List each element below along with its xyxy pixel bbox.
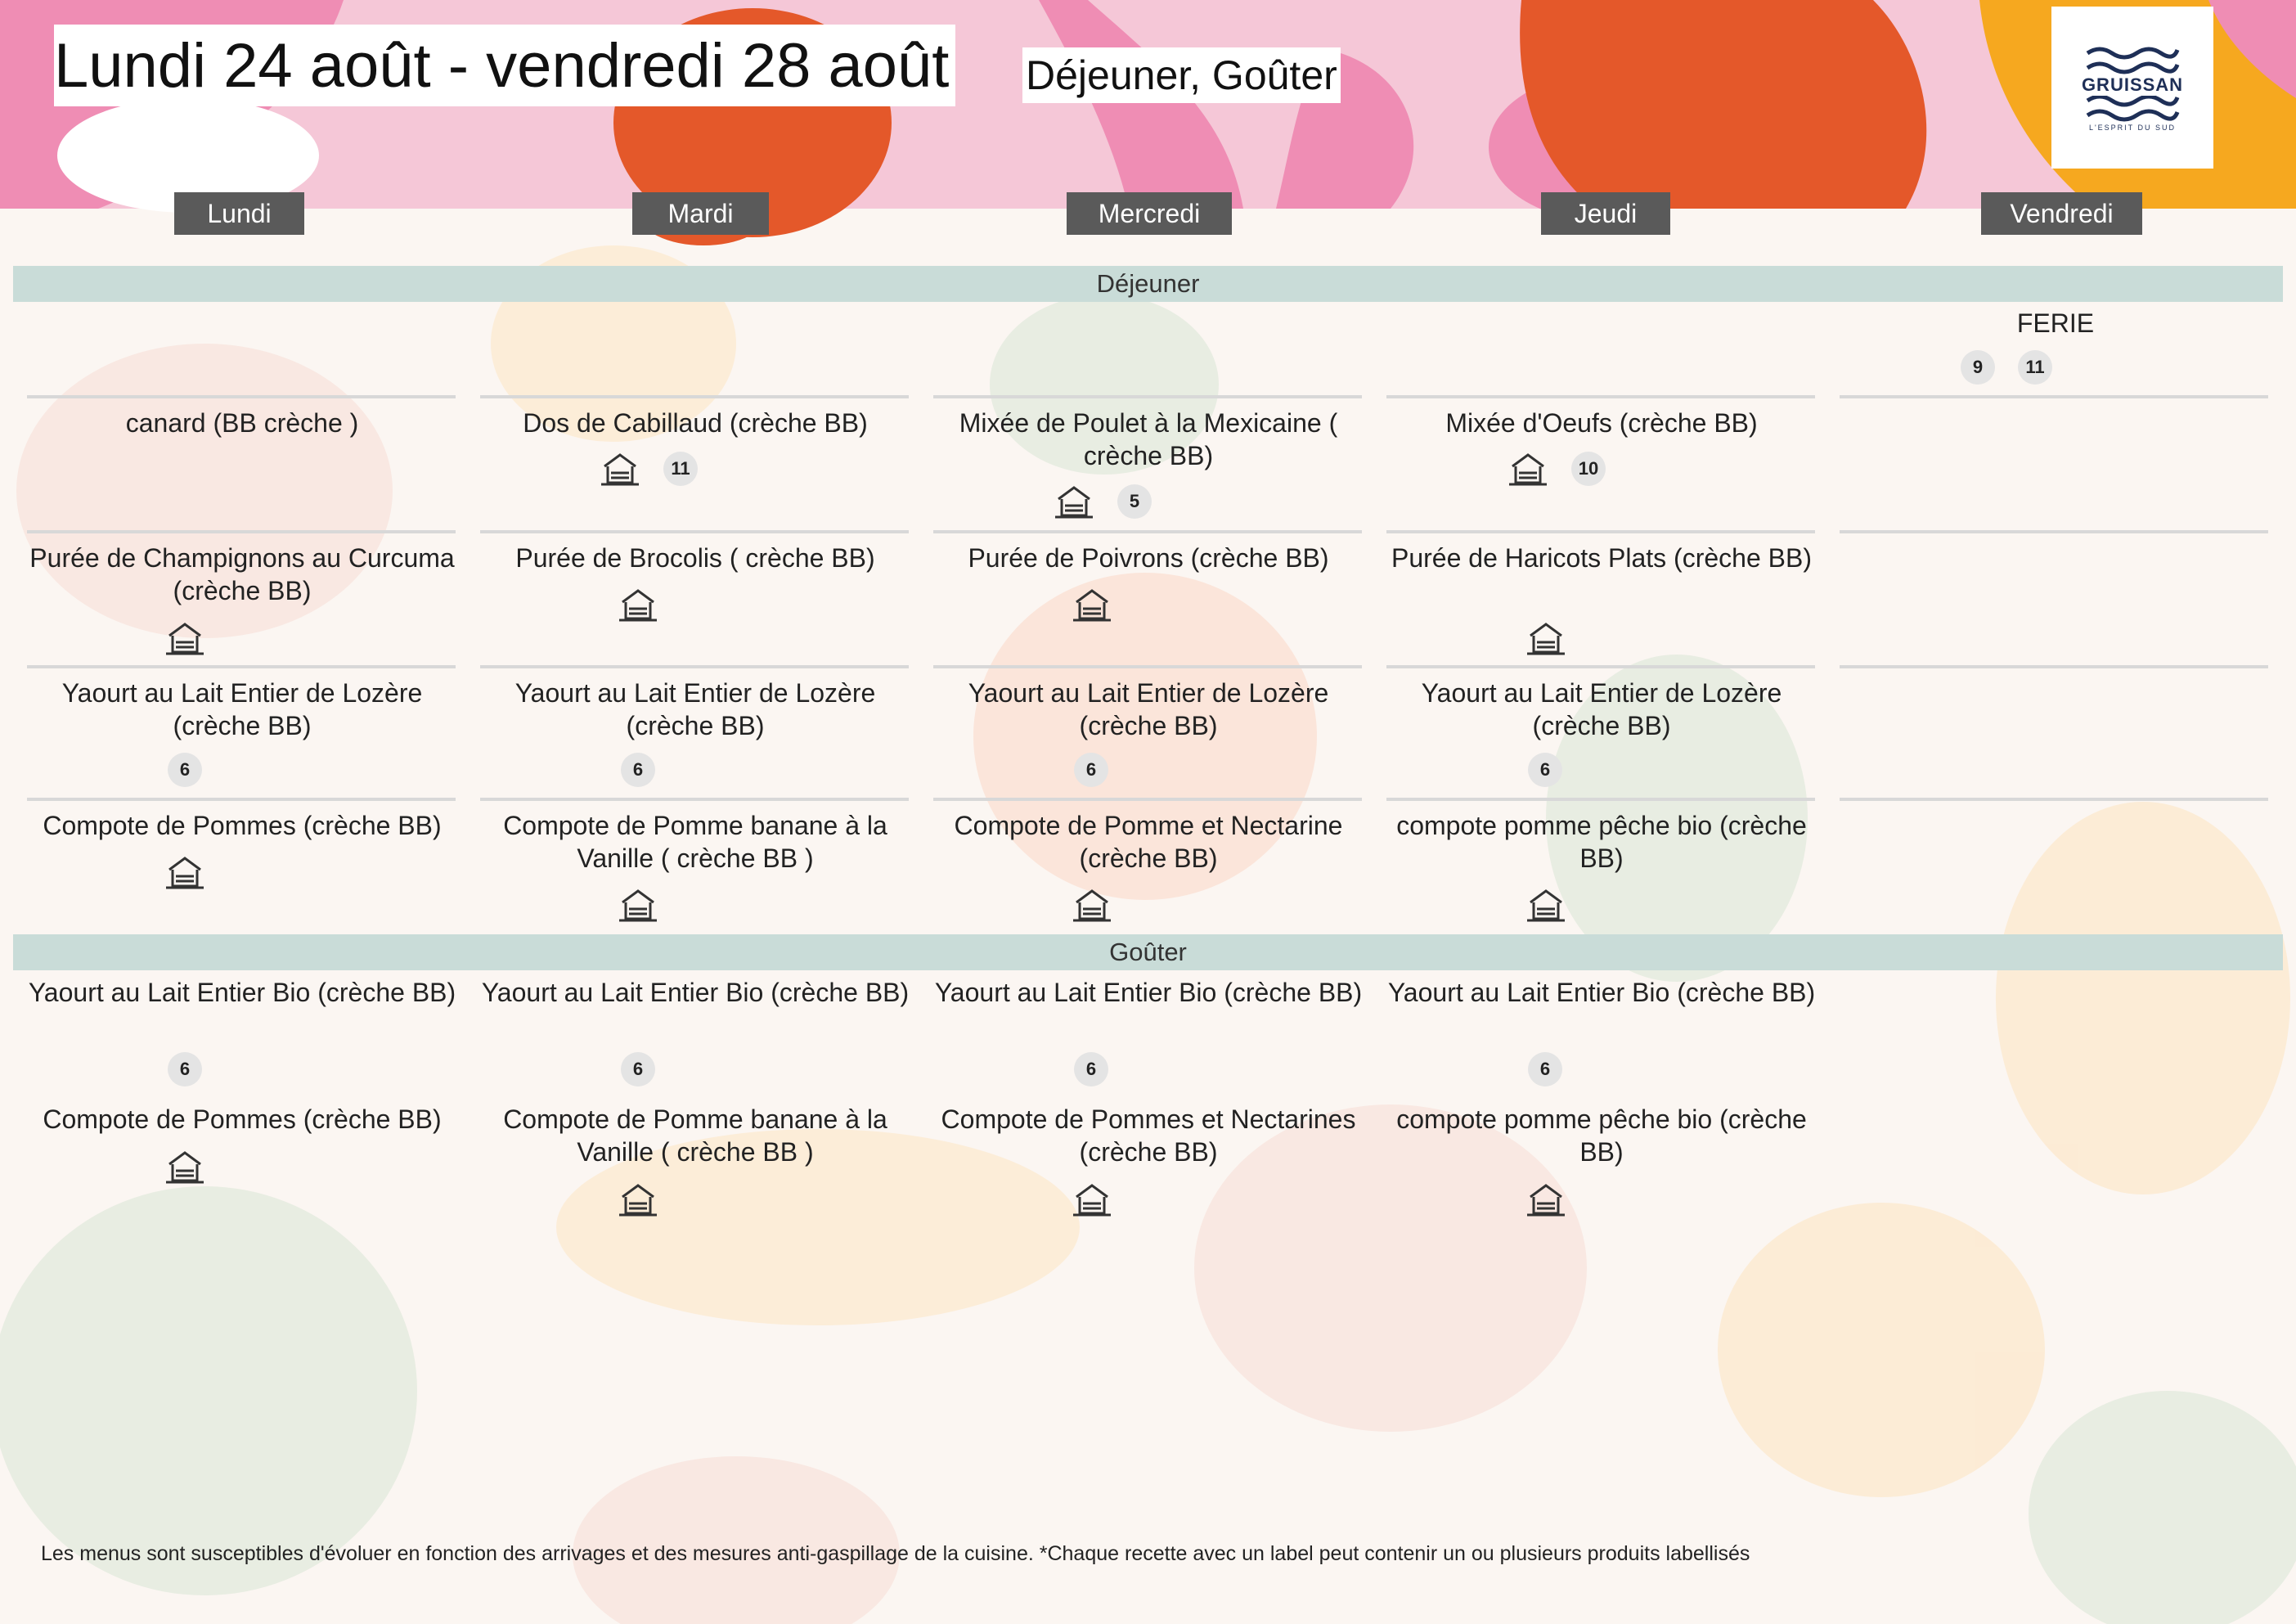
row-separator [933,665,1362,668]
row-separator [480,798,909,801]
allergen-badge: 6 [1528,753,1562,787]
row-separator [480,665,909,668]
house-label-icon [618,1181,658,1218]
section-band-gouter: Goûter [13,934,2283,970]
allergen-badge: 6 [168,1052,202,1086]
allergen-badge: 6 [168,753,202,787]
menu-item: Purée de Poivrons (crèche BB) [968,543,1329,573]
gruissan-logo [2051,7,2213,169]
menu-item-labels [1525,886,1566,924]
menu-item: Yaourt au Lait Entier Bio (crèche BB) [481,978,910,1007]
menu-item: Yaourt au Lait Entier Bio (crèche BB) [1387,978,1816,1007]
menu-item: Purée de Brocolis ( crèche BB) [515,543,875,573]
menu-item-labels [618,586,658,623]
house-label-icon [164,853,205,891]
house-label-icon [164,1148,205,1185]
logo-tagline: L'ESPRIT DU SUD [2088,124,2177,132]
row-separator [1386,798,1815,801]
day-header-mardi: Mardi [632,192,769,235]
house-label-icon [1525,1181,1566,1218]
menu-item: Yaourt au Lait Entier de Lozère (crèche BB) [968,678,1329,740]
menu-item: Yaourt au Lait Entier Bio (crèche BB) [934,978,1363,1007]
menu-item-labels [168,1052,202,1086]
allergen-badge: 11 [663,452,698,486]
menu-item-labels [621,753,655,787]
menu-item: Compote de Pomme banane à la Vanille ( crèche BB ) [503,811,887,873]
house-label-icon [1525,886,1566,924]
row-separator [1386,530,1815,533]
menu-item-labels [168,753,202,787]
menu-item: Compote de Pommes et Nectarines (crèche BB) [941,1104,1356,1167]
row-separator [1840,665,2268,668]
menu-item-labels [1074,753,1108,787]
row-separator [933,798,1362,801]
row-separator [27,665,456,668]
house-label-icon [1072,586,1112,623]
menu-item-labels [1528,1052,1562,1086]
menu-item: Compote de Pomme et Nectarine (crèche BB) [954,811,1343,873]
menu-item-labels [1528,753,1562,787]
section-band-dejeuner: Déjeuner [13,266,2283,302]
allergen-badge: 6 [621,753,655,787]
menu-item: Yaourt au Lait Entier de Lozère (crèche BB) [514,678,876,740]
menu-item: Mixée de Poulet à la Mexicaine ( crèche BB) [959,408,1338,470]
menu-item-labels [618,886,658,924]
row-separator [1386,665,1815,668]
house-label-icon [1507,450,1548,488]
day-header-vendredi: Vendredi [1981,192,2142,235]
house-label-icon [164,619,205,657]
row-separator [1840,530,2268,533]
menu-item-labels [1072,1181,1112,1218]
row-separator [933,530,1362,533]
menu-item-labels [621,1052,655,1086]
menu-item: Purée de Champignons au Curcuma (crèche BB) [29,543,455,605]
menu-item-labels [164,853,205,891]
row-separator [480,395,909,398]
menu-item-labels [164,1148,205,1185]
page-subtitle-box [1022,47,1341,103]
row-separator [933,395,1362,398]
house-label-icon [618,886,658,924]
allergen-badge: 5 [1117,484,1152,519]
page-subtitle: Déjeuner, Goûter [1026,52,1337,98]
house-label-icon [1054,483,1094,520]
menu-item: canard (BB crèche ) [125,408,359,438]
menu-item: Compote de Pommes (crèche BB) [43,1104,442,1134]
menu-item-labels [1525,1181,1566,1218]
row-separator [1840,395,2268,398]
day-header-lundi: Lundi [174,192,304,235]
menu-item-labels [1507,450,1606,488]
menu-item: Compote de Pomme banane à la Vanille ( crèche BB ) [503,1104,887,1167]
day-header-mercredi: Mercredi [1067,192,1232,235]
menu-item-labels [1072,586,1112,623]
row-separator [27,530,456,533]
menu-item-labels [600,450,698,488]
row-separator [1386,395,1815,398]
page-title: Lundi 24 août - vendredi 28 août [54,31,950,101]
house-label-icon [618,586,658,623]
house-label-icon [1525,619,1566,657]
footer-note: Les menus sont susceptibles d'évoluer en fonction des arrivages et des mesures anti-gaspillage de la cuisine. *Chaque recette avec un label peut contenir un ou plusieurs produits labellisés [41,1542,1750,1565]
menu-item: Dos de Cabillaud (crèche BB) [523,408,868,438]
allergen-badge: 6 [1528,1052,1562,1086]
row-separator [1840,798,2268,801]
menu-item-labels [1072,886,1112,924]
menu-item: compote pomme pêche bio (crèche BB) [1396,1104,1807,1167]
day-header-jeudi: Jeudi [1541,192,1670,235]
allergen-badge: 6 [1074,753,1108,787]
ferie-label: FERIE [2016,308,2095,338]
house-label-icon [1072,886,1112,924]
menu-item-labels [1525,619,1566,657]
menu-item-labels [1054,483,1152,520]
house-label-icon [1072,1181,1112,1218]
row-separator [480,530,909,533]
menu-item: Yaourt au Lait Entier Bio (crèche BB) [28,978,456,1007]
ferie-badges [1961,350,2052,385]
menu-item: Mixée d'Oeufs (crèche BB) [1445,408,1758,438]
menu-item: Yaourt au Lait Entier de Lozère (crèche BB) [61,678,423,740]
row-separator [27,395,456,398]
row-separator [27,798,456,801]
menu-item: Purée de Haricots Plats (crèche BB) [1391,543,1812,573]
allergen-badge: 10 [1571,452,1606,486]
logo-name: GRUISSAN [2078,74,2186,96]
menu-item: Yaourt au Lait Entier de Lozère (crèche BB) [1421,678,1782,740]
menu-item: compote pomme pêche bio (crèche BB) [1396,811,1807,873]
house-label-icon [600,450,640,488]
menu-item: Compote de Pommes (crèche BB) [43,811,442,840]
menu-item-labels [1074,1052,1108,1086]
page-title-box [54,25,955,106]
allergen-badge: 6 [621,1052,655,1086]
allergen-badge: 11 [2018,350,2052,385]
menu-item-labels [164,619,205,657]
allergen-badge: 6 [1074,1052,1108,1086]
allergen-badge: 9 [1961,350,1995,385]
menu-item-labels [618,1181,658,1218]
